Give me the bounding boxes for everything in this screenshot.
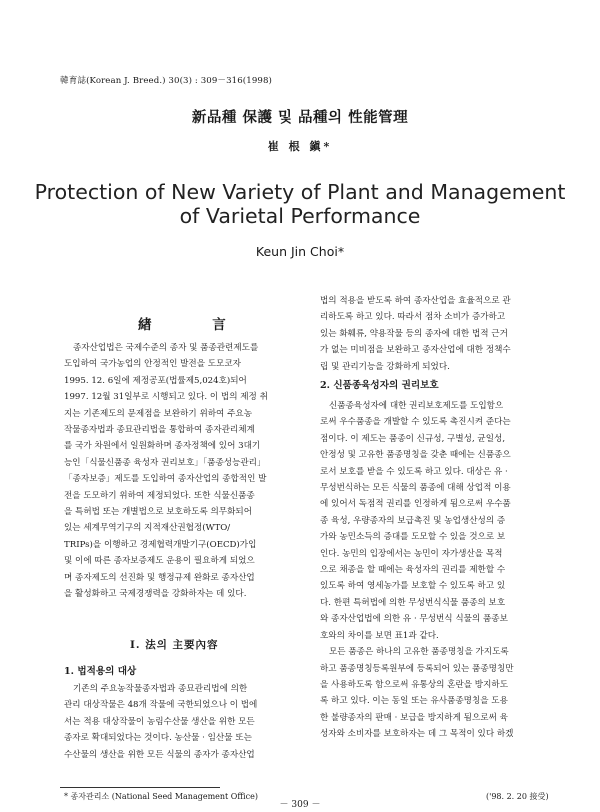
rights-line: 호와의 차이를 보면 표1과 같다. (320, 630, 439, 641)
intro-heading: 緖 言 (138, 317, 254, 333)
scope-line: 서는 적용 대상작물이 농림수산물 생산을 위한 모든 (64, 716, 255, 727)
rights-line: 가와 농민소득의 증대를 도모할 수 있을 것으로 보 (320, 532, 506, 543)
intro-line: 있는 세계무역기구의 지적재산권협정(WTO/ (64, 523, 231, 534)
intro-line: 을 활성화하고 국제경쟁력을 강화하자는 데 있다. (64, 589, 247, 600)
intro-line: 지는 기존제도의 문제점을 보완하기 위하여 주요농 (64, 408, 252, 419)
rights-line: 에 있어서 독점적 권리를 인정하게 됨으로써 우수품 (320, 499, 511, 510)
intro-line: 및 이에 따른 종자보증제도 운용이 필요하게 되었으 (64, 556, 255, 567)
intro-line: 1995. 12. 6일에 제정공포(법률제5,024호)되어 (64, 375, 247, 386)
intro-line: 1997. 12월 31일부로 시행되고 있다. 이 법의 제정 취 (64, 392, 268, 403)
footnote-divider (60, 787, 220, 788)
breeder-rights-paragraph (320, 398, 564, 743)
intro-line: 능인「식물신품종 육성자 권리보호」「품종성능관리」 (64, 457, 266, 468)
scope-line: 종자로 확대되었다는 것이다. 농산물 · 임산물 또는 (64, 733, 252, 744)
paper-title-english-line-2: of Varietal Performance (179, 204, 421, 228)
author-english: Keun Jin Choi* (255, 244, 345, 259)
rights-line: 모든 품종은 하나의 고유한 품종명칭을 가지도록 (329, 647, 509, 658)
intro-line: 를 국가 차원에서 일원화하며 종자정책에 있어 3대기 (64, 441, 261, 452)
rights-line: 한 불량종자의 판매 · 보급을 방지하게 됨으로써 육 (320, 712, 508, 723)
intro-line: 도입하여 국가농업의 안정적인 발전을 도모코자 (64, 359, 241, 370)
scope-line: 리하도록 하고 있다. 따라서 점차 소비가 증가하고 (320, 312, 506, 323)
author-korean: 崔 根 鎭* (267, 140, 333, 153)
author-affiliation-footnote: * 종자관리소 (National Seed Management Office) (64, 792, 258, 801)
intro-paragraph (64, 340, 310, 603)
rights-line: 으로 채종을 할 때에는 육성자의 권리를 제한할 수 (320, 565, 506, 576)
section-heading-main-contents: Ⅰ. 法의 主要內容 (130, 639, 219, 651)
received-date: ('98. 2. 20 接受) (486, 792, 549, 801)
intro-line: 종자산업법은 국제수준의 종자 및 품종관련제도를 (73, 343, 259, 353)
rights-line: 록 하고 있다. 이는 동일 또는 유사품종명칭을 도용 (320, 696, 508, 707)
intro-line: 「종자보증」제도를 도입하여 종자산업의 종합적인 발 (64, 474, 267, 485)
intro-line: TRIPs)을 이행하고 경제협력개발기구(OECD)가입 (64, 539, 257, 550)
rights-line: 와 종자산업법에 의한 유 · 무성번식 식물의 품종보 (320, 614, 508, 625)
subsection-heading-scope: 1. 법적용의 대상 (64, 666, 137, 677)
intro-line: 며 종자제도의 선진화 및 행정규제 완화로 종자산업 (64, 572, 255, 583)
scope-paragraph (64, 681, 310, 763)
paper-title-english (0, 180, 600, 228)
rights-line: 하고 품종명칭등록원부에 등록되어 있는 품종명칭만 (320, 663, 514, 674)
intro-line: 을 특허법 또는 개별법으로 보호하도록 의무화되어 (64, 507, 252, 518)
rights-line: 을 사용하도록 함으로써 유통상의 혼란을 방지하도 (320, 679, 508, 690)
paper-title-english-line-1: Protection of New Variety of Plant and Management (34, 180, 566, 204)
rights-line: 안정성 및 고유한 품종명칭을 갖춘 때에는 신품종으 (320, 450, 511, 461)
rights-line: 로써 우수품종을 개발할 수 있도록 촉진시켜 준다는 (320, 417, 511, 428)
scope-line: 수산물의 생산을 위한 모든 식물의 종자가 종자산업 (64, 749, 255, 760)
scope-line: 립 및 관리기능을 강화하게 되었다. (320, 361, 450, 372)
paper-title-korean: 新品種 保護 및 品種의 性能管理 (191, 109, 409, 126)
subsection-heading-breeder-rights: 2. 신품종육성자의 권리보호 (320, 380, 439, 391)
rights-line: 로서 보호를 받을 수 있도록 하고 있다. 대상은 유 · (320, 466, 508, 477)
scope-line: 있는 화훼류, 약용작물 등의 종자에 대한 법적 근거 (320, 328, 508, 339)
intro-line: 전을 도모하기 위하여 제정되었다. 또한 식물신품종 (64, 490, 255, 501)
rights-line: 점이다. 이 제도는 품종이 신규성, 구별성, 균일성, (320, 433, 506, 444)
rights-line: 종 육성, 우량종자의 보급촉진 및 농업생산성의 증 (320, 515, 506, 526)
scope-line: 가 없는 미비점을 보완하고 종자산업에 대한 정책수 (320, 345, 511, 356)
intro-line: 작물종자법과 종묘관리법을 통합하여 종자관리체계 (64, 425, 255, 436)
rights-line: 인다. 농민의 입장에서는 농민이 자가생산을 목적 (320, 548, 503, 559)
rights-line: 무성번식하는 모든 식물의 품종에 대해 상업적 이용 (320, 483, 511, 494)
scope-line: 기존의 주요농작물종자법과 종묘관리법에 의한 (73, 684, 248, 694)
page-number: － 309 － (279, 800, 321, 810)
rights-line: 있도록 하여 영세농가를 보호할 수 있도록 하고 있 (320, 581, 506, 592)
rights-line: 신품종육성자에 대한 권리보호제도를 도입함으 (329, 401, 504, 411)
scope-paragraph-continued (320, 293, 564, 375)
rights-line: 다. 한편 특허법에 의한 무성번식식물 품종의 보호 (320, 597, 506, 608)
rights-line: 성자와 소비자를 보호하자는 데 그 목적이 있다 하겠 (320, 729, 514, 740)
scope-line: 법의 적용을 받도록 하여 종자산업을 효율적으로 관 (320, 296, 511, 306)
scope-line: 관리 대상작물은 48개 작물에 국한되었으나 이 법에 (64, 700, 258, 711)
journal-citation: 韓育誌(Korean J. Breed.) 30(3) : 309－316(1998) (60, 76, 272, 86)
